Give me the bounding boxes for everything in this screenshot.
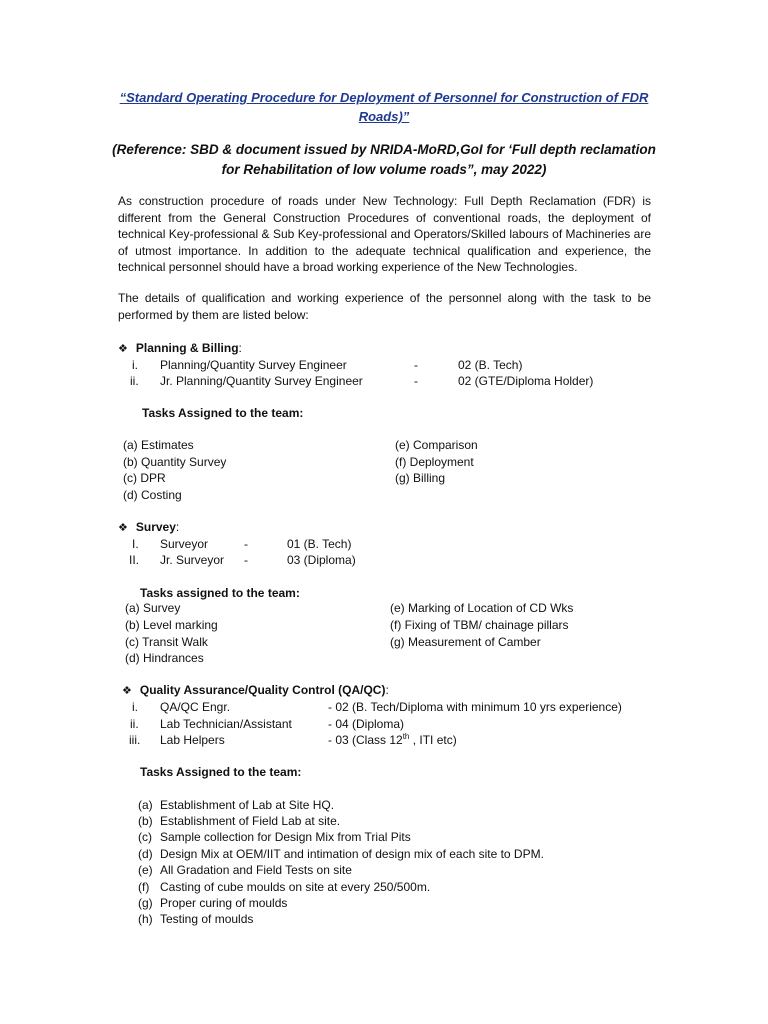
task-text: Sample collection for Design Mix from Trial Pits [160, 830, 411, 844]
item-number: ii. [130, 717, 139, 731]
task-item: (b) Level marking [125, 618, 218, 632]
heading-colon: : [238, 341, 242, 355]
qaqc-tasks-heading: Tasks Assigned to the team: [140, 765, 302, 779]
item-number: ii. [130, 374, 139, 388]
item-number: i. [132, 700, 138, 714]
task-label: (f) [138, 880, 150, 894]
dash: - [414, 358, 418, 372]
task-item: (a) Estimates [123, 438, 194, 452]
qaqc-section-heading [122, 682, 389, 699]
task-label: (e) [138, 863, 153, 877]
task-label: (d) [138, 847, 153, 861]
count-text: - 03 (Class 12 [328, 733, 403, 747]
task-text: All Gradation and Field Tests on site [160, 863, 352, 877]
task-item: (g) Billing [395, 471, 446, 485]
task-label: (g) [138, 896, 153, 910]
role-name: Lab Technician/Assistant [160, 717, 292, 731]
personnel-count: 03 (Diploma) [287, 553, 356, 567]
task-item: (g) Measurement of Camber [390, 635, 541, 649]
count-text-end: , ITI etc) [409, 733, 457, 747]
heading-colon: : [385, 683, 389, 697]
heading-colon: : [175, 520, 180, 534]
task-text: Proper curing of moulds [160, 896, 288, 910]
task-item: (e) Marking of Location of CD Wks [390, 601, 574, 615]
personnel-count: - 02 (B. Tech/Diploma with minimum 10 yrs experience) [328, 700, 622, 714]
personnel-count: - 04 (Diploma) [328, 717, 405, 731]
role-name: Planning/Quantity Survey Engineer [160, 358, 347, 372]
diamond-bullet-icon: ❖ [118, 343, 128, 355]
task-label: (c) [138, 830, 152, 844]
reference-note: (Reference: SBD & document issued by NRIDA-MoRD,GoI for ‘Full depth reclamation for Rehabilitation of low volume roads”, may 2022) [112, 142, 656, 177]
task-text: Establishment of Field Lab at site. [160, 814, 341, 828]
task-text: Design Mix at OEM/IIT and intimation of design mix of each site to DPM. [160, 847, 544, 861]
planning-heading-text: Planning & Billing [135, 341, 239, 355]
diamond-bullet-icon: ❖ [122, 685, 132, 697]
task-label: (a) [138, 798, 153, 812]
personnel-count [328, 732, 457, 748]
role-name: Jr. Surveyor [160, 553, 225, 567]
role-name: Lab Helpers [160, 733, 225, 747]
planning-tasks-heading: Tasks Assigned to the team: [142, 406, 304, 420]
qaqc-heading-text: Quality Assurance/Quality Control (QA/QC) [139, 683, 386, 697]
task-label: (h) [138, 912, 153, 926]
survey-section-heading [118, 519, 179, 536]
dash: - [244, 553, 248, 567]
superscript: th [402, 732, 410, 741]
task-text: Testing of moulds [160, 912, 254, 926]
task-item: (c) DPR [123, 471, 166, 485]
diamond-bullet-icon: ❖ [118, 522, 128, 534]
role-name: Surveyor [160, 537, 209, 551]
task-text: Establishment of Lab at Site HQ. [160, 798, 335, 812]
document-title: “Standard Operating Procedure for Deployment of Personnel for Construction of FDR Roads)” [119, 90, 649, 124]
task-item: (a) Survey [125, 601, 181, 615]
item-number: I. [132, 537, 139, 551]
task-label: (b) [138, 814, 153, 828]
planning-section-heading [118, 340, 242, 357]
task-item: (f) Fixing of TBM/ chainage pillars [390, 618, 569, 632]
task-item: (d) Hindrances [125, 651, 204, 665]
role-name: Jr. Planning/Quantity Survey Engineer [160, 374, 363, 388]
role-name: QA/QC Engr. [160, 700, 231, 714]
survey-heading-text: Survey [135, 520, 176, 534]
task-text: Casting of cube moulds on site at every 250/500m. [160, 880, 431, 894]
details-paragraph: The details of qualification and working experience of the personnel along with the task to be performed by them are listed below: [118, 291, 651, 322]
item-number: i. [132, 358, 138, 372]
item-number: iii. [129, 733, 141, 747]
personnel-count: 02 (B. Tech) [458, 358, 523, 372]
survey-tasks-heading: Tasks assigned to the team: [140, 586, 300, 600]
task-item: (f) Deployment [395, 455, 474, 469]
task-item: (c) Transit Walk [125, 635, 208, 649]
item-number: II. [129, 553, 140, 567]
dash: - [414, 374, 418, 388]
task-item: (e) Comparison [395, 438, 478, 452]
task-item: (b) Quantity Survey [123, 455, 227, 469]
personnel-count: 01 (B. Tech) [287, 537, 352, 551]
personnel-count: 02 (GTE/Diploma Holder) [458, 374, 594, 388]
dash: - [244, 537, 248, 551]
intro-paragraph: As construction procedure of roads under New Technology: Full Depth Reclamation (FDR) is different from the General Construction Procedures of conventional roads, the deployment of technical Key-professional & Sub Key-professional and Operators/Skilled labours of Machineries are of utmost importance. In addition to the adequate technical qualification and experience, the technical personnel should have a broad working experience of the New Technologies. [118, 194, 651, 274]
task-item: (d) Costing [123, 488, 182, 502]
